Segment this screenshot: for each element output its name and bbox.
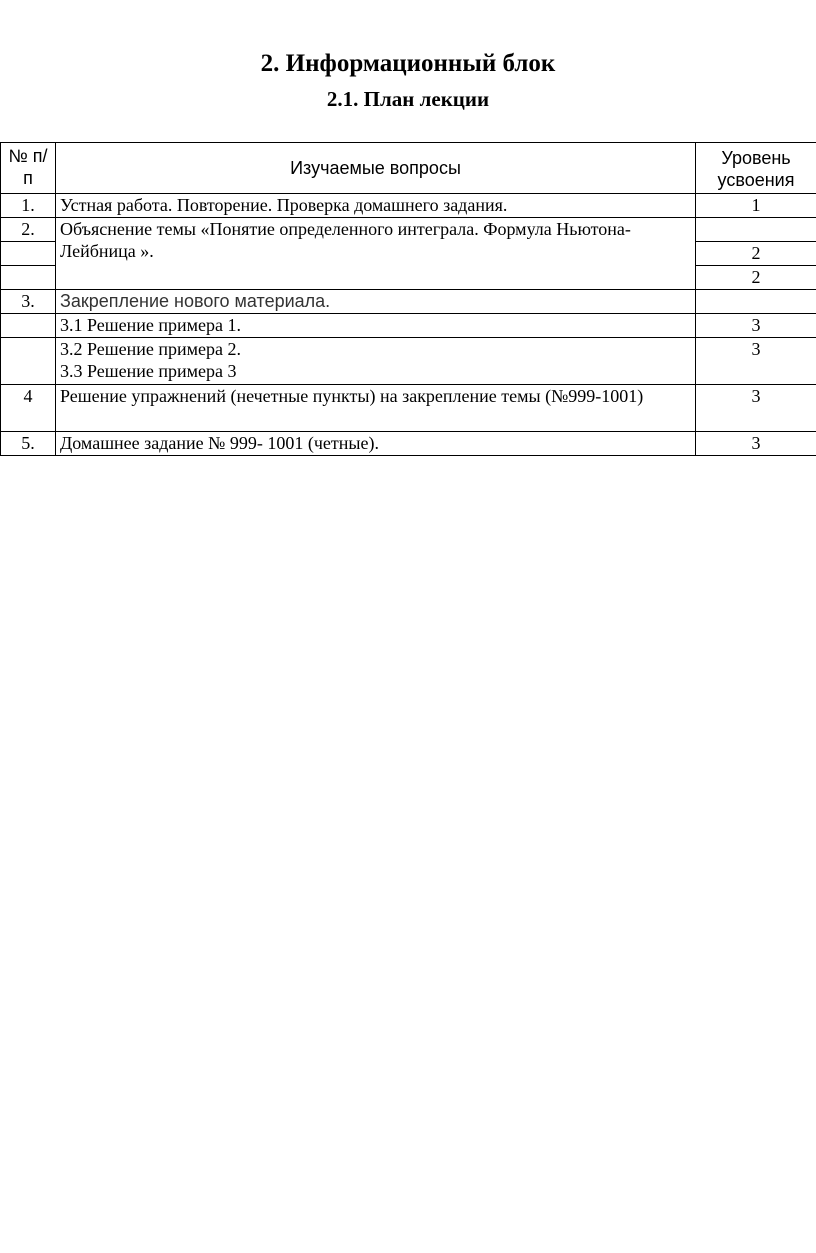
table-row bbox=[1, 290, 816, 314]
table-row bbox=[1, 218, 816, 242]
table-row bbox=[1, 314, 816, 338]
row-num-empty bbox=[1, 266, 56, 290]
lecture-plan-table bbox=[0, 142, 816, 456]
row-num-empty bbox=[1, 338, 56, 385]
row-text: Объяснение темы «Понятие определенного интеграла. Формула Ньютона- Лейбница ». bbox=[56, 218, 696, 290]
row-level: 2 bbox=[696, 242, 816, 266]
row-num-empty bbox=[1, 242, 56, 266]
row-text: Устная работа. Повторение. Проверка домашнего задания. bbox=[56, 194, 696, 218]
row-level: 3 bbox=[696, 385, 816, 432]
row-num: 2. bbox=[1, 218, 56, 242]
table-header-row bbox=[1, 143, 816, 194]
row-text-line: 3.3 Решение примера 3 bbox=[60, 361, 237, 381]
row-text-line: 3.2 Решение примера 2. bbox=[60, 339, 242, 359]
table-row bbox=[1, 432, 816, 456]
row-text bbox=[56, 338, 696, 385]
row-num: 4 bbox=[1, 385, 56, 432]
row-level: 3 bbox=[696, 314, 816, 338]
row-num: 3. bbox=[1, 290, 56, 314]
table-row bbox=[1, 338, 816, 385]
row-text: Решение упражнений (нечетные пункты) на закрепление темы (№999-1001) bbox=[56, 385, 696, 432]
row-text: Домашнее задание № 999- 1001 (четные). bbox=[56, 432, 696, 456]
row-num: 1. bbox=[1, 194, 56, 218]
row-level bbox=[696, 218, 816, 242]
row-level bbox=[696, 290, 816, 314]
header-questions: Изучаемые вопросы bbox=[56, 143, 696, 194]
row-text: 3.1 Решение примера 1. bbox=[56, 314, 696, 338]
row-num-empty bbox=[1, 314, 56, 338]
row-level: 2 bbox=[696, 266, 816, 290]
row-text: Закрепление нового материала. bbox=[56, 290, 696, 314]
table-row bbox=[1, 194, 816, 218]
header-level: Уровень усвоения bbox=[696, 143, 816, 194]
row-level: 1 bbox=[696, 194, 816, 218]
section-subheading: 2.1. План лекции bbox=[326, 87, 490, 111]
table-row bbox=[1, 385, 816, 432]
section-heading: 2. Информационный блок bbox=[260, 50, 556, 77]
row-level: 3 bbox=[696, 432, 816, 456]
row-num: 5. bbox=[1, 432, 56, 456]
row-level: 3 bbox=[696, 338, 816, 385]
header-num: № п/п bbox=[1, 143, 56, 194]
